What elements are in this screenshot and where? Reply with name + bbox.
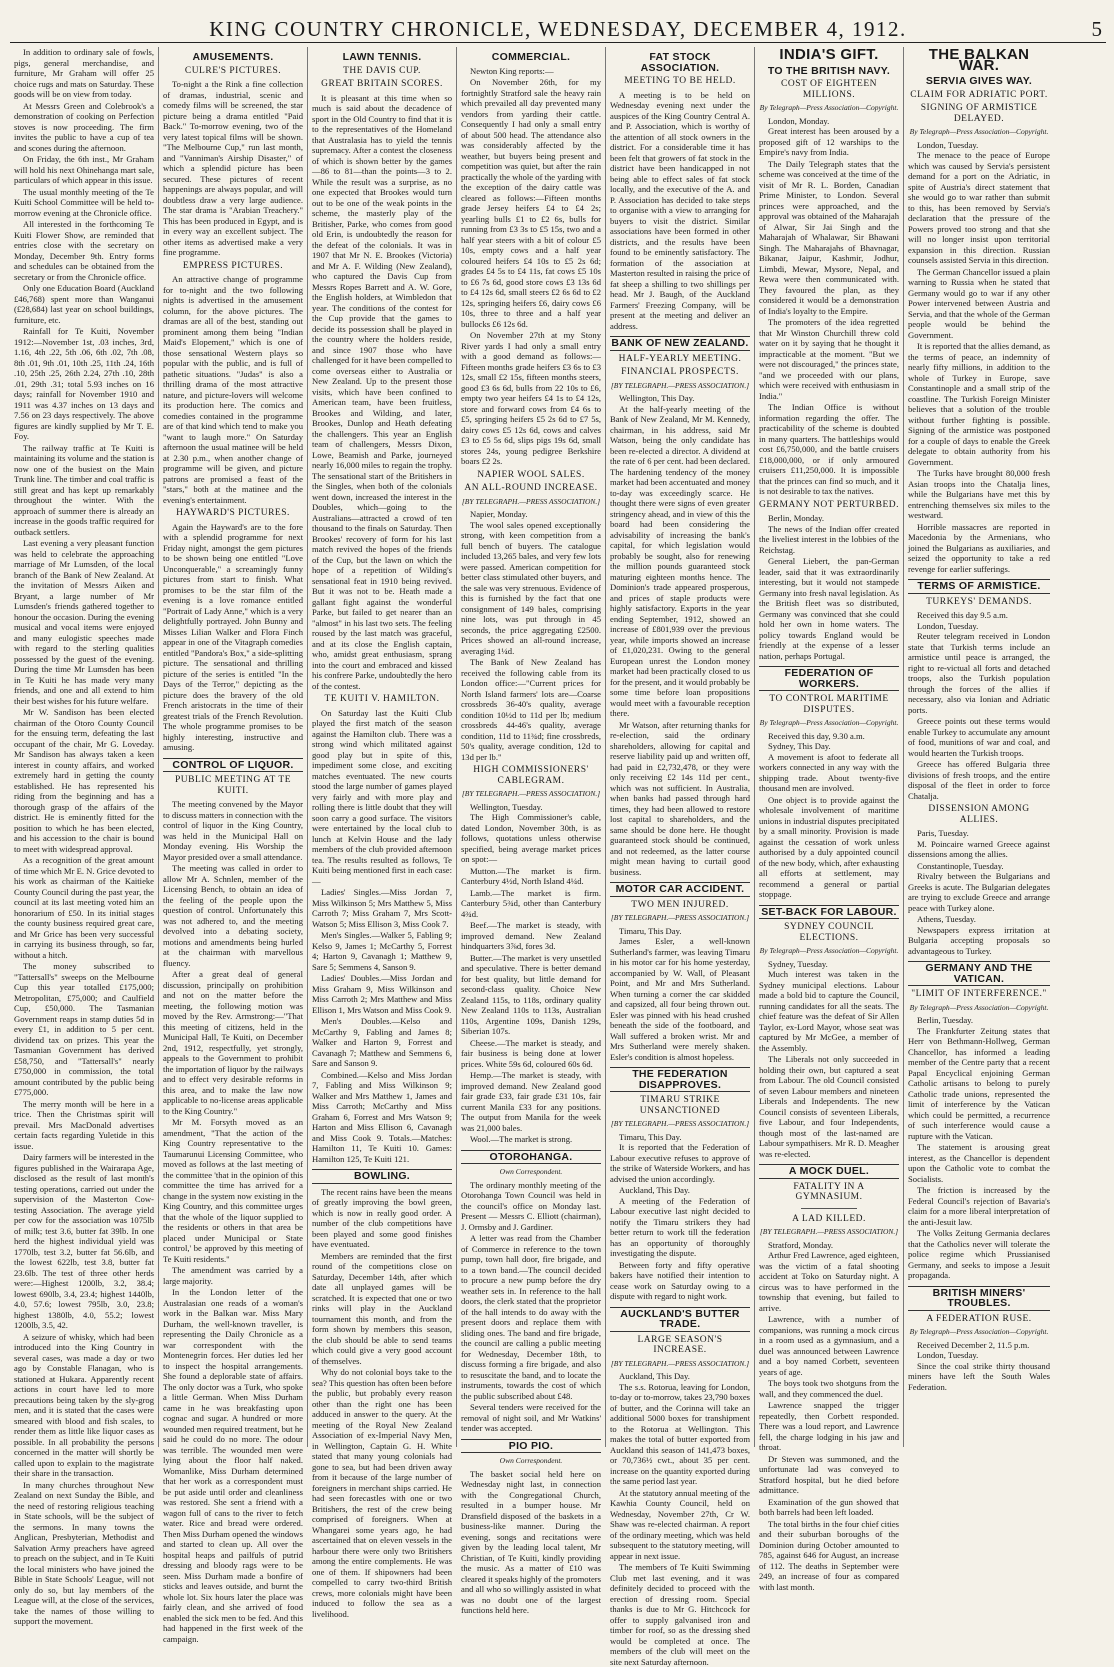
- section-heading: OTOROHANGA.: [461, 1150, 601, 1165]
- article-paragraph: The usual monthly meeting of the Te Kuiti School Committee will be held to-morrow evening at the Chronicle office.: [14, 186, 154, 218]
- article-paragraph: The German Chancellor issued a plain warning to Russia when he stated that Germany would go to war if any other Power intervened between Austria and Servia, and that the whole of the German people would be behind the Government.: [908, 266, 1050, 340]
- article-paragraph: Ladies' Doubles.—Miss Jordan and Miss Graham 9, Miss Wilkinson and Miss Carroth 2; Mrs Matthew and Miss Ellison 1, Mrs Watson and Miss Cook 9.: [312, 973, 452, 1015]
- article-paragraph: The amendment was carried by a large majority.: [163, 1265, 303, 1286]
- article-paragraph: A movement is afoot to federate all workers connected in any way with the shipping trade. About twenty-five thousand men are involved.: [759, 751, 899, 793]
- subheading: HALF-YEARLY MEETING.: [618, 353, 742, 364]
- section-heading: SERVIA GIVES WAY.: [925, 75, 1033, 87]
- subheading: SIGNING OF ARMISTICE DELAYED.: [920, 103, 1038, 124]
- article-paragraph: Rivalry between the Bulgarians and Greeks is acute. The Bulgarian delegates are trying to exclude Greece and arrange peace with Turkey alone.: [908, 871, 1050, 913]
- newspaper-title: KING COUNTRY CHRONICLE, WEDNESDAY, DECEMBER 4, 1912.: [209, 17, 907, 41]
- credit-line: Own Correspondent.: [499, 1456, 563, 1465]
- section-heading: BRITISH MINERS' TROUBLES.: [908, 1286, 1050, 1311]
- column-7: [904, 47, 1054, 1447]
- article-paragraph: At the statutory annual meeting of the Kawhia County Council, held on Wednesday, November 27th, Cr W. Shaw was re-elected chairman. A report of the ordinary meeting, which was held subsequent to the statutory meeting, will appear in next issue.: [610, 1487, 750, 1561]
- column-2: [159, 47, 308, 1644]
- article-paragraph: A seizure of whisky, which had been introduced into the King Country in several cases, was made a day or two ago by Constable Flanagan, who is stationed at Hukara. Apparently recent actions in court have led to more precautions being taken by the sly-grog men, and it is stated that the cases were smeared with blood and fish scales, to render them as little like liquor cases as possible. In all probability the persons concerned in the matter will shortly be called upon to explain to the magistrate their share in the transaction.: [14, 1331, 154, 1478]
- subheading: MEETING TO BE HELD.: [624, 76, 736, 86]
- article-paragraph: The recent rains have been the means of greatly improving the bowl green, which is now in really good order. A number of the club competitions have been played and some good finishes have eventuated.: [312, 1186, 452, 1249]
- article-paragraph: Between forty and fifty operative bakers have notified their intention to cease work on Saturday owing to a dispute with regard to night work.: [610, 1259, 750, 1301]
- subheading: THE DAVIS CUP.: [343, 65, 421, 76]
- subheading: TWO MEN INJURED.: [631, 899, 729, 910]
- subheading: FATALITY IN A GYMNASIUM.: [793, 1181, 865, 1202]
- columns: [10, 46, 1106, 1667]
- credit-line: By Telegraph—Press Association—Copyright.: [909, 127, 1049, 136]
- dateline: Timaru, This Day.: [619, 925, 682, 936]
- section-heading: FEDERATION OF WORKERS.: [759, 666, 899, 691]
- dateline: London, Tuesday.: [917, 620, 979, 631]
- section-heading: LAWN TENNIS.: [342, 51, 422, 63]
- dateline: Received December 2, 11.5 p.m.: [917, 1339, 1030, 1350]
- article-paragraph: Several tenders were received for the removal of night soil, and Mr Watkins' tender was accepted.: [461, 1402, 601, 1433]
- article-paragraph: A letter was read from the Chamber of Commerce in reference to the town pump, town hall door, fire brigade, and to a town band.—The council decided to procure a new pump before the dry weather sets in. In reference to the hall doors, the clerk stated that the proprietor of the hall intends to do away with the present doors and replace them with sliding ones. The band and fire brigade, the council are calling a public meeting for Wednesday, December 18th, to discuss forming a fire brigade, and also to resuscitate the band, and to locate the instruments, towards the cost of which the public subscribed about £48.: [461, 1233, 601, 1401]
- article-paragraph: At Messrs Green and Colebrook's a demonstration of cooking on Perfection stoves is now proceeding. The firm invites the public to have a cup of tea and scones during the afternoon.: [14, 100, 154, 153]
- section-heading: FAT STOCK ASSOCIATION.: [640, 51, 720, 74]
- subheading: TIMARU STRIKE UNSANCTIONED: [639, 1095, 721, 1116]
- dateline: Auckland, This Day.: [619, 1371, 690, 1381]
- article-paragraph: On Friday, the 6th inst., Mr Graham will hold his next Ohinehanga mart sale, particulars of which appear in this issue.: [14, 154, 154, 185]
- article-paragraph: The news of the Indian offer created the liveliest interest in the lobbies of the Reichstag.: [759, 523, 899, 555]
- section-heading: TERMS OF ARMISTICE.: [908, 579, 1050, 594]
- subheading: "LIMIT OF INTERFERENCE.": [911, 989, 1047, 999]
- subheading: AN ALL-ROUND INCREASE.: [464, 483, 598, 493]
- dateline: Auckland, This Day.: [619, 1185, 690, 1195]
- subheading: LARGE SEASON'S INCREASE.: [637, 1334, 723, 1355]
- dateline: Timaru, This Day.: [619, 1131, 682, 1142]
- column-6: [755, 46, 904, 1592]
- subheading: FINANCIAL PROSPECTS.: [621, 367, 739, 377]
- subheading: TURKEYS' DEMANDS.: [926, 596, 1032, 607]
- article-paragraph: The basket social held here on Wednesday night last, in connection with the Congregational Church, resulted in a bumper house. Mr Dransfield disposed of the baskets in a business-like manner. During the evening, songs and recitations were given by the leading local talent, Mr Christian, of Te Kuiti, kindly providing the music. As a matter of £10 was cleared it speaks highly of the promoters and all who so willingly assisted in what was no doubt one of the largest functions held here.: [461, 1468, 601, 1615]
- masthead: [10, 8, 1106, 43]
- credit-line: By Telegraph—Press Association—Copyright.: [909, 1327, 1049, 1336]
- dateline: London, Tuesday.: [917, 1350, 979, 1360]
- article-paragraph: The total births in the four chief cities and their suburban boroughs of the Dominion during October amounted to 785, against 646 for August, an increase of 112. The deaths in September were 249, an increase of four as compared with last month.: [759, 1518, 899, 1592]
- article-paragraph: Mr W. Sandison has been elected chairman of the Otoro County Council for the ensuing term, defeating the last occupant of the chair, Mr G. Loveday. Mr Sandison has always taken a keen interest in county affairs, and worked extremely hard in getting the county established. He has represented his riding from the beginning and has a thorough grasp of the affairs of the district. He is eminently fitted for the position to which he has been elected, and his accession to the chair is bound to meet with widespread approval.: [14, 707, 154, 854]
- article-paragraph: It is reported that the allies demand, as the terms of peace, an indemnity of nearly fifty millions, in addition to the whole of Turkey in Europe, save Constantinople and a small strip of the coastline. The Turkish Foreign Minister believes that a solution of the trouble without further fighting is possible. Signing of the armistice was postponed for a couple of days to enable the Greek delegate to obtain authority from his Government.: [908, 341, 1050, 467]
- section-heading: GERMANY AND THE VATICAN.: [908, 961, 1050, 986]
- dateline: Wellington, Tuesday.: [470, 801, 543, 812]
- section-heading: COMMERCIAL.: [491, 51, 571, 63]
- article-paragraph: One object is to provide against the wholesale involvement of maritime unions in industrial disputes precipitated by a small minority. Provision is made against the cessation of work unless authorised by a duly appointed council of the new body, which, after exhausting all efforts at settlement, may recommend a general or partial stoppage.: [759, 794, 899, 899]
- article-paragraph: The money subscribed to "Tattersall's" sweeps on the Melbourne Cup this year totalled £175,000; Metropolitan, £75,000; and Caulfield Cup, £50,000. The Tasmanian Government reaps in stamp duties 5d in every £1, in addition to 5 per cent. dividend tax on prizes. This year the Tasmanian Government has derived £58,750, and "Tattersall's" nearly £750,000 in commission, the total amount contributed by the public being £775,000.: [14, 961, 154, 1097]
- dateline: London, Tuesday.: [917, 139, 979, 150]
- article-paragraph: The promoters of the idea regretted that Mr Winston Churchill threw cold water on it by saying that he thought it impracticable at the moment. "But we were not discouraged," the princes state, "and we proceeded with our plans, which were received with enthusiasm in India.": [759, 317, 899, 401]
- article-paragraph: A meeting is to be held on Wednesday evening next under the auspices of the King Country Central A. and P. Association, which is worthy of the attention of all stock owners in the district. For a considerable time it has been felt that growers of fat stock in the district have been handicapped in not being able to effect sales of fat stock locally, and the executive of the A. and P. Association has decided to take steps to organise with a view to arranging for buyers to visit the district. Similar associations have been formed in other districts, and the results have been found to be eminently satisfactory. The formation of the association at Masterton resulted in raising the price of fat sheep a shilling to two shillings per head. Mr J. Baugh, of the Auckland Farmers' Freezing Company, will be present at the meeting and deliver an address.: [610, 89, 750, 331]
- article-paragraph: Men's Doubles.—Kelso and McCarthy 9, Fabling and James 8; Walker and Harton 9, Forrest and Cavanagh 7; Matthew and Semmens 6, Sare and Sanson 9.: [312, 1016, 452, 1068]
- article-paragraph: Mutton.—The market is firm. Canterbury 4½d, North Island 4¼d.: [461, 865, 601, 886]
- article-paragraph: Much interest was taken in the Sydney municipal elections. Labour made a bold bid to capture the Council, running candidates for all the seats. The chief feature was the defeat of Sir Allen Taylor, ex-Lord Mayor, whose seat was captured by Mr McGee, a member of the Assembly.: [759, 969, 899, 1053]
- dateline: Athens, Tuesday.: [917, 914, 976, 924]
- subheading: CULRE'S PICTURES.: [184, 65, 282, 76]
- subheading: SYDNEY COUNCIL ELECTIONS.: [784, 922, 874, 943]
- article-paragraph: Lawrence, with a number of companions, was running a mock circus in a room used as a gymnasium, and a duel was announced between Lawrence and a boy named Corbett, seventeen years of age.: [759, 1314, 899, 1377]
- article-paragraph: Since the coal strike thirty thousand miners have left the South Wales Federation.: [908, 1360, 1050, 1392]
- article-paragraph: The s.s. Rotorua, leaving for London, to-day or to-morrow, takes 23,790 boxes of butter, and the Corinna will take an additional 5000 boxes for transhipment to the Rotorua at Wellington. This makes the total of butter exported from Auckland this season of 141,473 boxes, or 70,736½ cwt., about 35 per cent. increase on the quantity exported during the same period last year.: [610, 1381, 750, 1486]
- article-paragraph: As a recognition of the great amount of time which Mr E. N. Grice devoted to his work as chairman of the Kaitieke County Council during the past year, the council at its last meeting voted him an honorarium of £50. In its initial stages the county business required great care, and Mr Grice has been very successful in carrying its business through, so far, without a hitch.: [14, 855, 154, 960]
- column-5: [606, 47, 755, 1667]
- subheading: HIGH COMMISSIONERS' CABLEGRAM.: [473, 765, 589, 786]
- article-paragraph: The Daily Telegraph states that the scheme was conceived at the time of the visit of Mr R. L. Borden, Canadian Prime Minister, to London. Several princes were approached, and the approval was obtained of the Maharajah of Alwar, Sir Jai Singh and the Maharajah of Whalawar, Sir Bhawani Singh. The Maharajahs of Bhavnagar, Bikanar, Jaipur, Kashmir, Jodhur, Limbdi, Mewar, Mysore, Nepal, and Rewa were then communicated with. They favoured the plan, as they considered it would be a demonstration of India's loyalty to the Empire.: [759, 158, 899, 316]
- subheading: PUBLIC MEETING AT TE KUITI.: [175, 775, 291, 796]
- article-paragraph: Cheese.—The market is steady, and fair business is being done at lower prices. White 59s 6d, coloured 60s 6d.: [461, 1037, 601, 1069]
- article-paragraph: Members are reminded that the first round of the competitions close on Saturday, December 14th, after which date all unplayed games will be scratched. It is expected that one or two rinks will play in the Auckland tournament this month, and from the form shown by members this season, the club should be able to send teams which could give a very good account of themselves.: [312, 1250, 452, 1366]
- article-paragraph: On November 27th at my Stony River yards I had only a small entry with a good demand as follows:—Fifteen months grade heifers £3 6s to £3 12s, small £2 15s, fifteen months steers, good £3 6s 6d, bulls from 22 10s to £6, empty two year heifers £4 1s to £4 12s, store and forward cows from £4 6s to £5, springing heifers £5 2s 6d to £7 5s, dairy cows £5 12s 6d, cows and calves £3 to £5 5s 6d, slips pigs 19s 6d, small stores 24s, young pedigree Berkshire boars £2 2s.: [461, 330, 601, 466]
- article-paragraph: The members of Te Kuiti Swimming Club met last evening, and it was definitely decided to proceed with the erection of dressing room. Special thanks is due to Mr G. Hitchcock for offer to supply galvanised iron and timber for roof, so as the dressing shed would be completed at once. The members of the club will meet on the site next Saturday afternoon.: [610, 1562, 750, 1667]
- subheading: CLAIM FOR ADRIATIC PORT.: [910, 89, 1048, 100]
- dateline: Napier, Monday.: [470, 509, 528, 519]
- section-heading: TO THE BRITISH NAVY.: [767, 64, 891, 77]
- credit-line: By Telegraph—Press Association—Copyright.: [759, 103, 899, 112]
- article-paragraph: Beef.—The market is steady, with improved demand. New Zealand hindquarters 3⅞d, fores 3d.: [461, 920, 601, 951]
- article-paragraph: A meeting of the Federation of Labour executive last night decided to notify the Timaru strikers they had better return to work till the federation has an opportunity of thoroughly investigating the dispute.: [610, 1195, 750, 1258]
- article-paragraph: Reuter telegram received in London state that Turkish terms include an armistice until peace is arranged, the right to re-victual all forts and detached troops, also the Turkish population through the forces of the allies if necessary, also via Ionian and Adriatic ports.: [908, 631, 1050, 715]
- article-paragraph: Last evening a very pleasant function was held to celebrate the approaching marriage of Mr Lumsden, of the local branch of the Bank of New Zealand. At the invitation of Messrs Aiken and Bryant, a large number of Mr Lumsden's friends gathered together to honour the occasion. During the evening musical and vocal items were enjoyed and many eulogistic speeches made with regard to the sterling qualities possessed by the guest of the evening. During the time Mr Lumsden has been in Te Kuiti he has made very many friends, and one and all extend to him their best wishes for his future welfare.: [14, 538, 154, 706]
- article-paragraph: M. Poincaire warned Greece against dissensions among the allies.: [908, 838, 1050, 859]
- article-paragraph: The wool sales opened exceptionally strong, with keen competition from a full bench of buyers. The catalogue included 13,265 bales, and very few lots were passed. American competition for better class stimulated other buyers, and the sale was very strenuous. Evidence of this is furnished by the fact that one consignment of 149 bales, comprising nine lots, was put through in 45 seconds, the price aggregating £2500. Prices showed an all-round increase, averaging 1¼d.: [461, 519, 601, 656]
- subheading: HAYWARD'S PICTURES.: [176, 508, 290, 518]
- dateline: Received this day, 9.30 a.m.: [768, 730, 865, 741]
- dateline: Stratford, Monday.: [768, 1239, 834, 1250]
- dateline: London, Monday.: [768, 115, 830, 126]
- article-paragraph: Greece points out these terms would enable Turkey to accumulate any amount of food, munitions of war and coal, and would hearten the Turkish troops.: [908, 716, 1050, 758]
- article-paragraph: After a great deal of general discussion, principally on prohibition and not on the matter before the meeting, the following motion was moved by the Rev. Armstrong:—"That this meeting of citizens, held in the Municipal Hall, Te Kuiti, on December 2nd, 1912, respectfully, yet strongly, appeals to the Government to prohibit the importation of liquor by the railways and to effect very desirable reforms in this area, and to make the law now applicable to no-license areas applicable to the King Country.": [163, 969, 303, 1116]
- credit-line: Own Correspondent.: [499, 1167, 563, 1176]
- credit-line: [BY TELEGRAPH.—PRESS ASSOCIATION.]: [610, 913, 750, 922]
- article-paragraph: Mr Watson, after returning thanks for re-election, said the ordinary shareholders, allowing for capital and reserve liability paid up and written off, had paid in £2,732,478, or they were only receiving £2 14s 11d per cent., which was not sufficient. In Australia, when banks had passed through hard times, they had been allowed to restore lost capital to shareholders, and the same should be done here. He thought guaranteed stock should be continued, and not redeemed, as the latter course might mean having to curtail good business.: [610, 719, 750, 877]
- article-paragraph: Rainfall for Te Kuiti, November 1912:—November 1st, .03 inches, 3rd, 1.16, 4th .22, 5th .06, 6th .02, 7th .08, 8th .01, 9th .01, 10th .25, 11th .24, 16th .10, 25th .25, 26th 2.24, 27th .10, 28th .01, 29th .31; total 5.93 inches on 16 days; rainfall for November 1910 and 1911 was 4.37 inches on 13 days and 7.56 on 23 days respectively. The above figures are kindly supplied by Mr T. E. Foy.: [14, 326, 154, 441]
- subheading: COST OF EIGHTEEN MILLIONS.: [781, 79, 877, 100]
- dateline: Constantinople, Tuesday.: [917, 860, 1004, 871]
- article-paragraph: The Frankfurter Zeitung states that Herr von Bethmann-Hollweg, German Chancellor, has informed a leading member of the Centre party that a recent Papal Encyclical enjoining German Catholic artisans to belong to purely Catholic trade unions, represented the limit of interference by the Vatican which could be permitted, a recurrence of such interference would cause a rupture with the Vatican.: [908, 1025, 1050, 1141]
- article-paragraph: Examination of the gun showed that both barrels had been left loaded.: [759, 1496, 899, 1517]
- article-paragraph: It is pleasant at this time when so much is said about the decadence of sport in the Old Country to find that it is to the representatives of the Homeland that Australasia has to yield the tennis supremacy. After a contest the closeness of which is shown better by the games—86 to 81—than the points—3 to 2. While the result was a surprise, as no one expected that Brookes would turn out to be one of the weak points in the scheme, the masterly play of the Britisher, Parke, who comes from good old Erin, is undoubtedly the reason for the defeat of the colonials. It was in 1907 that Mr N. E. Brookes (Victoria) and Mr A. F. Wilding (New Zealand), who captured the Davis Cup from Messrs Ropes Barrett and A. W. Gore, the English holders, at Wimbledon that year. The conditions of the contest for the Cup provide that the games to decide its possession shall be played in the country where the holders reside, and since 1907 those who have challenged for it have been compelled to come overseas either to Australia or New Zealand. Up to the present those visits, which have been confined to American team, have been fruitless, Brookes and Wilding, and later, Brookes, Dunlop and Heath defeating the challengers. This year an English team of challengers, Messrs Dixon, Lowe, Beamish and Parke, journeyed nearly 16,000 miles to regain the trophy. The sensational start of the Britishers in the Singles, when both of the colonials went down, increased the interest in the Doubles, which—going to the Australians—attracted a crowd of ten thousand to the finals on Saturday. Then Brookes' recovery of form for his last match revived the hopes of the friends of the Cup, but the lawn on which the hope of a repetition of Wilding's sensational feat in 1910 being revived. But it was not to be. Heath made a gallant fight against the wonderful Parke, but failed to get nearer than an "almost" in his last two sets. The feeling roused by the last match was graceful, and at its close the English captain, who, amidst great enthusiasm, sprang into the court and embraced and kissed his confrere Parke, undoubtedly the hero of the contest.: [312, 92, 452, 691]
- section-heading: A MOCK DUEL.: [759, 1164, 899, 1179]
- article-paragraph: The statement is arousing great interest, as the Chancellor is dependent upon the Catholic vote to combat the Socialists.: [908, 1142, 1050, 1184]
- article-paragraph: The High Commissioner's cable, dated London, November 30th, is as follows, quotations unless otherwise specified, being average market prices on spot:—: [461, 812, 601, 864]
- dateline: Paris, Tuesday.: [917, 828, 969, 838]
- section-heading: PIO PIO.: [461, 1439, 601, 1454]
- article-paragraph: The friction is increased by the Federal Council's rejection of Bavaria's claim for a more liberal interpretation of the anti-Jesuit law.: [908, 1185, 1050, 1227]
- section-heading: THE FEDERATION DISAPPROVES.: [610, 1067, 750, 1092]
- subheading: A FEDERATION RUSE.: [926, 1313, 1032, 1324]
- subheading: GERMANY NOT PERTURBED.: [759, 499, 900, 510]
- subheading: NAPIER WOOL SALES.: [477, 469, 585, 480]
- article-paragraph: In many churches throughout New Zealand on next Sunday the Bible, and the need of restoring religious teaching in State schools, will be the subject of the sermons. In many towns the Anglican, Presbyterian, Methodist and Salvation Army preachers have agreed to preach on the subject, and in Te Kuiti the local ministers who have joined the Bible in State Schools' League, will not only do so, but lay members of the League will, at the close of the services, take the names of those willing to support the movement.: [14, 1479, 154, 1626]
- article-paragraph: Dairy farmers will be interested in the figures published in the Wairarapa Age, disclosed as the result of last month's testing operations, carried out under the supervision of the Masterton Cow-testing Association. The average yield per cow for the association was 1075lb of milk; test 3.6, butter fat 39lb. In one herd the highest individual yield was 1770lb, test 3.2, butter fat 56.6lb, and the lowest 622lb, test 3.8, butter fat 23.6lb. The test of three other herds were:—Highest 1200lb, 3.2, 38.4; lowest 690lb, 3.4, 23.4; highest 1440lb, 4.0, 57.6; lowest 795lb, 3.0, 23.8; highest 1380lb, 4.0, 55.2; lowest 1200lb, 3.5, 42.: [14, 1152, 154, 1330]
- article-paragraph: The railway traffic at Te Kuiti is maintaining its volume and the station is now one of the busiest on the Main Trunk line. The timber and coal traffic is still great and has kept up remarkably throughout the winter. With the approach of summer there is already an increase in the goods traffic required for outback settlers.: [14, 442, 154, 537]
- subheading: TE KUITI V. HAMILTON.: [324, 694, 440, 704]
- article-paragraph: At the half-yearly meeting of the Bank of New Zealand, Mr M. Kennedy, chairman, in his address, said Mr Watson, being the only candidate has been re-elected a director. A dividend at the rate of 6 per cent. had been declared. The hardening tendency of the money market had been accentuated and money to-day was exceedingly scarce. He thought there were signs of even greater stringency ahead, and in view of this the board had been considering the advisability of increasing the bank's capital, for which legislation would probably be sought, also for renewing the million pounds guaranteed stock maturing eighteen months hence. The Dominion's trade appeared prosperous, and prices of staple products were highly satisfactory. Exports in the year ending September, 1912, showed an increase of £801,939 over the previous year, while imports showed an increase of £1,020,231. Owing to the general European unrest the London money market had been practically closed to us for the present, and it would probably be some time before loan propositions would meet with a favourable reception there.: [610, 403, 750, 718]
- article-paragraph: Butter.—The market is very unsettled and speculative. There is better demand for best quality, but little demand for second-class quality. Choice New Zealand 115s, to 118s, ordinary quality New Zealand 110s to 113s, Australian 110s, Argentine 109s, Danish 129s, Siberian 107s.: [461, 952, 601, 1036]
- article-paragraph: The ordinary monthly meeting of the Otorohanga Town Council was held in the council's office on Monday last. Present — Messrs C. Elliott (chairman), J. Ormsby and J. Gardiner.: [461, 1179, 601, 1232]
- article-paragraph: To-night a the Rink a fine collection of dramas, industrial, scenic and comedy films will be screened, the star picture being a drama entitled "Paid Back." To-morrow evening, two of the very latest topical films will be shown. "The Melbourne Cup," run last month, and "Vanniman's Airship Disaster," of which a splendid picture has been secured. These pictures of recent happenings are always popular, and will doubtless draw a very large audience. The star drama is "Arabian Treachery." This has been produced in Egypt, and is in every way an excellent subject. The other items as advertised make a very fine programme.: [163, 79, 303, 257]
- article-paragraph: The Volks Zeitung Germania declares that the Catholics never will tolerate the police regime which Prussianised Germany, and seeks to impose a Jesuit propaganda.: [908, 1228, 1050, 1280]
- dateline: Wellington, This Day.: [619, 393, 695, 403]
- subheading: GREAT BRITAIN SCORES.: [321, 79, 443, 89]
- article-paragraph: Arthur Fred Lawrence, aged eighteen, was the victim of a fatal shooting accident at Toko on Saturday night. A circus was to have performed in the township that evening, but failed to arrive.: [759, 1250, 899, 1313]
- article-paragraph: Dr Steven was summoned, and the unfortunate lad was conveyed to Stratford hospital, but he died before admittance.: [759, 1453, 899, 1495]
- column-3: [308, 47, 457, 1619]
- article-paragraph: The menace to the peace of Europe which was caused by Servia's persistent demand for a port on the Adriatic, in spite of Austria's direct statement that she would go to war rather than submit to this, has been removed by Servia's declaration that the pressure of the Powers proved too strong and that she will no longer insist upon territorial expansion in this direction. Russian counsels assisted Servia in this direction.: [908, 150, 1050, 265]
- subheading: TO CONTROL MARITIME DISPUTES.: [769, 694, 889, 715]
- credit-line: [BY TELEGRAPH.—PRESS ASSOCIATION.]: [461, 789, 601, 798]
- credit-line: By Telegraph—Press Association—Copyright.: [909, 1002, 1049, 1012]
- column-4: [457, 47, 606, 1615]
- article-paragraph: It is reported that the Federation of Labour executive refuses to approve of the strike of Waterside Workers, and has advised the union accordingly.: [610, 1142, 750, 1184]
- article-paragraph: The boys took two shotguns from the wall, and they commenced the duel.: [759, 1378, 899, 1399]
- article-paragraph: In addition to ordinary sale of fowls, pigs, general merchandise, and furniture, Mr Graham will offer 25 choice rugs and mats on Saturday. These goods will be on view from today.: [14, 47, 154, 99]
- page-number: 5: [1091, 17, 1102, 41]
- article-paragraph: General Liebert, the pan-German leader, said that it was extraordinarily interesting, but it would not stampede Germany into fresh naval legislation. As the British fleet was so distributed, Germany was convinced that she could hold her own in home waters. The policy towards England would be friendly at the expense of a lesser nation, perhaps Portugal.: [759, 556, 899, 661]
- dateline: Received this day 9.5 a.m.: [917, 610, 1008, 620]
- article-paragraph: The meeting convened by the Mayor to discuss matters in connection with the control of liquor in the King Country, was held in the Municipal Hall on Monday evening. His Worship the Mayor presided over a small attendance.: [163, 799, 303, 862]
- article-paragraph: Greece has offered Bulgaria three divisions of fresh troops, and the entire disposal of the fleet in order to force Chatalja.: [908, 759, 1050, 801]
- column-1: [10, 47, 159, 1626]
- article-paragraph: Hemp.—The market is steady, with improved demand. New Zealand good fair grade £33, fair grade £31 10s, fair current Manila £33 for any positions. The output from Manila for the week was 21,000 bales.: [461, 1070, 601, 1133]
- article-paragraph: On Saturday last the Kuiti Club played the first match of the season against the Hamilton club. There was a strong wind which militated against good play but in spite of this, impediment some close, and exciting matches eventuated. The new courts stood the large number of games played very fairly and with more play and rolling there is little doubt that they will soon carry a good surface. The visitors were entertained by the local club to lunch at Kelvin House and the lady members of the club provided afternoon tea. The results resulted as follows, Te Kuiti being mentioned first in each case:—: [312, 707, 452, 886]
- credit-line: [BY TELEGRAPH.—PRESS ASSOCIATION.]: [610, 1358, 750, 1368]
- article-paragraph: An attractive change of programme for to-night and the two following nights is advertised in the amusement column, for the above pictures. The dramas are all of the best, standing out prominent among them being "Indian Maid's Elopement," which is one of those sensational Western plays so popular with the public, and is full of pathetic situations. "Judas" is also a thrilling drama of the most attractive nature, and picture-lovers will welcome its production here. The comics and comedies contained in the programme are of that kind which tend to make you "want to laugh more." On Saturday afternoon the usual matinee will be held at 2.30 p.m., when another change of programme will be given, and picture patrons are promised a feast of the "stars," both at the matinee and the evening's entertainment.: [163, 274, 303, 505]
- section-heading: AUCKLAND'S BUTTER TRADE.: [610, 1307, 750, 1332]
- section-heading: INDIA'S GIFT.: [779, 46, 879, 63]
- article-paragraph: Combined.—Kelso and Miss Jordan 7, Fabling and Miss Wilkinson 9; Walker and Mrs Matthew 1, James and Miss Carroth; McCarthy and Miss Graham 6, Forrest and Mrs Watson 9; Harton and Miss Ellison 6, Cavanagh and Miss Cook 9. Totals.—Matches: Hamilton 11, Te Kuiti 10. Games: Hamilton 125, Te Kuiti 121.: [312, 1069, 452, 1164]
- article-paragraph: The merry month will be here in a trice. Then the Christmas spirit will prevail. Mrs MacDonald advertises certain facts regarding Yuletide in this issue.: [14, 1098, 154, 1151]
- article-paragraph: The meeting was called in order to allow Mr A. Schnlen, member of the Licensing Bench, to obtain an idea of the feeling of the people upon the question of control. Unfortunately this was not adhered to, and the meeting devolved into a debating society, motions and amendments being hurled at the chairman with marvellous fluency.: [163, 863, 303, 968]
- credit-line: [BY TELEGRAPH.—PRESS ASSOCIATION.]: [759, 1227, 899, 1236]
- column-divider: [801, 1208, 857, 1209]
- article-paragraph: Mr M. Forsyth moved as an amendment, "That the action of the King Country representative to the Taumarunui Licensing Committee, who moved as follows at the last meeting of the committee 'that in the opinion of this committee the time has arrived for a change in the system now existing in the King Country, and this committee urges that the whole of the liquor supplied to the residents or others in that area be placed under Municipal or State control,' be approved by this meeting of Te Kuiti residents.": [163, 1117, 303, 1264]
- subheading: A LAD KILLED.: [792, 1213, 866, 1224]
- article-paragraph: The Bank of New Zealand has received the following cable from its London office:—"Current prices for North Island farmers' lots are—Coarse crossbreds 36-40's quality, average condition 10½d to 11d per lb; medium crossbreds 44-46's quality, average condition, 11d to 11¾d; fine crossbreds, 50's quality, average condition, 12d to 13d per lb.": [461, 657, 601, 762]
- credit-line: [BY TELEGRAPH.—PRESS ASSOCIATION.]: [461, 496, 601, 506]
- dateline: Berlin, Tuesday.: [917, 1015, 974, 1025]
- article-paragraph: The Indian Office is without information regarding the offer. The practicability of the scheme is doubted in many quarters. The battleships would cost £6,750,000, and the battle cruisers £18,000,000, or if only armoured cruisers £11,250,000. It is impossible that the princes can find so much, and it is not desirable to tax the natives.: [759, 402, 899, 496]
- article-paragraph: In the London letter of the Australasian one reads of a woman's work in the Balkan war. Miss Mary Durham, the well-known traveller, is representing the Daily Chronicle as a war correspondent with the Montenegrin forces. Her duties led her to inspect the hospital arrangements. She found a deplorable state of affairs. The only doctor was a Turk, who spoke a little German. When Miss Durham came in he was breakfasting upon cognac and sugar. A hundred or more wounded men required treatment, but he said he could do no more. The odour was terrible. The wounded men were lying about the floor half naked. Womanlike, Miss Durham determined that her work as a correspondent must be put aside until order and cleanliness was restored. She sent a friend with a wagon full of cans to the river to fetch water. Rice and bread were ordered. Then Miss Durham opened the windows and started to clean up. All over the hospital heaps and pailfuls of putrid dressing and bloody rags were to be seen. Miss Durham made a bonfire of sticks and leaves outside, and burnt the whole lot. Six hours later the place was fairly clean, and she arrived of food enabled the sick men to be fed. And this had happened in the first week of the campaign.: [163, 1287, 303, 1644]
- article-paragraph: Newspapers express irritation at Bulgaria accepting proposals so advantageous to Turkey.: [908, 924, 1050, 956]
- article-paragraph: All interested in the forthcoming Te Kuiti Flower Show, are reminded that entries close with the secretary on Monday, December 9th. Entry forms and schedules can be obtained from the secretary or from the Chronicle office.: [14, 219, 154, 282]
- credit-line: [BY TELEGRAPH.—PRESS ASSOCIATION.]: [610, 1119, 750, 1128]
- section-heading: CONTROL OF LIQUOR.: [163, 758, 303, 773]
- section-heading: SET-BACK FOR LABOUR.: [759, 905, 899, 920]
- credit-line: By Telegraph—Press Association—Copyright.: [759, 946, 899, 955]
- article-paragraph: Lawrence snapped the trigger repeatedly, then Corbett responded. There was a loud report, and Lawrence fell, the charge lodging in his jaw and throat.: [759, 1400, 899, 1452]
- subheading: EMPRESS PICTURES.: [182, 260, 284, 271]
- article-paragraph: Ladies' Singles.—Miss Jordan 7, Miss Wilkinson 5; Mrs Matthew 5, Miss Carroth 7; Miss Graham 7, Mrs Scott-Watson 5; Miss Ellison 3, Miss Cook 7.: [312, 887, 452, 929]
- article-paragraph: Men's Singles.—Walker 5, Fabling 9; Kelso 9, James 1; McCarthy 5, Forrest 4; Harton 9, Cavanagh 1; Matthew 9, Sare 5; Semmens 4, Sanson 9.: [312, 930, 452, 972]
- article-paragraph: The Liberals not only succeeded in holding their own, but captured a seat from Labour. The old Council consisted of seven Labour members and nineteen Liberals and Independents. The new Council consists of seventeen Liberals, five Labour, and four Independents, though most of the last-named are Labour sympathisers. Mr R. D. Meagher was re-elected.: [759, 1054, 899, 1159]
- subheading: DISSENSION AMONG ALLIES.: [928, 804, 1030, 825]
- dateline: Sydney, This Day.: [768, 741, 831, 751]
- article-paragraph: Lamb.—The market is firm. Canterbury 5¾d, other than Canterbury 4¾d.: [461, 887, 601, 919]
- article-paragraph: James Esler, a well-known Sutherland's farmer, was leaving Timaru in his motor car for his home yesterday, accompanied by W. Wall, of Pleasant Point, and Mr and Mrs Sutherland. When turning a corner the car skidded and capsized, all four being thrown out. Esler was pinned with his head crushed beneath the side of the footboard, and Wall suffered a broken wrist. Mr and Mrs Sutherland were merely shaken. Esler's condition is almost hopeless.: [610, 936, 750, 1062]
- dateline: Berlin, Monday.: [768, 513, 825, 523]
- article-paragraph: Only one Education Board (Auckland £46,768) spent more than Wanganui (£28,684) last year on school buildings, furniture, etc.: [14, 283, 154, 325]
- article-paragraph: Wool.—The market is strong.: [470, 1134, 573, 1144]
- article-paragraph: Horrible massacres are reported in Macedonia by the Armenians, who joined the Bulgarians as auxiliaries, and seized the opportunity to take a red revenge for earlier sufferings.: [908, 521, 1050, 574]
- dateline: Sydney, Tuesday.: [768, 958, 828, 969]
- section-heading: BOWLING.: [312, 1169, 452, 1184]
- article-paragraph: Newton King reports:—: [470, 65, 554, 76]
- credit-line: [BY TELEGRAPH.—PRESS ASSOCIATION.]: [610, 380, 750, 390]
- credit-line: By Telegraph—Press Association—Copyright.: [759, 718, 899, 727]
- section-heading: AMUSEMENTS.: [192, 51, 274, 63]
- section-heading: BANK OF NEW ZEALAND.: [611, 337, 749, 349]
- section-heading: THE BALKAN WAR.: [928, 46, 1030, 74]
- article-paragraph: On November 26th, for my fortnightly Stratford sale the heavy rain which prevailed all day prevented many vendors from yarding their cattle. Consequently I had only a small entry of about 500 head. The attendance also was considerably affected by the weather, but buyers being present and competition was quiet, but after the rain practically the whole of the yarding with the exception of the dairy cattle was cleared as follows:—Fifteen months grade Jersey heifers £4 to £4 2s; yearling bulls £1 to £2 6s, bulls for running from £3 3s to £5 15s, two and a half year steers with a bit of colour £5 10s, empty cows and a half year coloured heifers £4 10s to £5 2s 6d; grades £4 5s to £4 11s, fat cows £5 10s to £6 7s 6d, good store cows £3 13s 6d to £4 12s 6d, small steers £2 6s 6d to £2 12s, springing heifers £6, dairy cows £6 10s, three to three and a half year bullocks £6 12s 6d.: [461, 77, 601, 329]
- article-paragraph: Again the Hayward's are to the fore with a splendid programme for next Friday night, amongst the gem pictures to be shown being one entitled "Love Unconquerable," a screamingly funny pictures from start to finish. What promises to be the star film of the evening is a love romance entitled "Portrait of Lady Anne," which is a very delightfully portrayed. John Bunny and Misses Lilian Walker and Flora Finch appear in one of the Vitagraph comedies entitled "Pandora's Box," a side-splitting picture. The sensational and thrilling picture of the series is entitled "In the Days of the Terror," depicting as the picture does the bravery of the old French aristocrats in the time of their greatest trials of the French Revolution. The whole programme promises to be highly interesting, instructive and amusing.: [163, 521, 303, 752]
- section-heading: MOTOR CAR ACCIDENT.: [610, 882, 750, 897]
- article-paragraph: Why do not colonial boys take to the sea? This question has often been before the public, but probably every reason other than the right one has been adduced in answer to the query. At the meeting of the Royal New Zealand Association of ex-Imperial Navy Men, in Wellington, Captain G. H. White stated that many young colonials had gone to sea, but had been driven away from it because of the large number of foreigners in merchant ships carried. He had seen forecastles with one or two Britishers, the rest of the crew being comprised of foreigners. When at Whangarei some years ago, he had ascertained that on eleven vessels in the harbour there were only two Britishers among the entire complements. He was one of them. If shipowners had been compelled to carry two-third British crews, more colonials might have been induced to follow the sea as a livelihood.: [312, 1367, 452, 1619]
- article-paragraph: Great interest has been aroused by a proposed gift of 12 warships to the Empire's navy from India.: [759, 126, 899, 157]
- article-paragraph: The Turks have brought 80,000 fresh Asian troops into the Chatalja lines, while the Bulgarians have met this by entrenching themselves six miles to the westward.: [908, 468, 1050, 520]
